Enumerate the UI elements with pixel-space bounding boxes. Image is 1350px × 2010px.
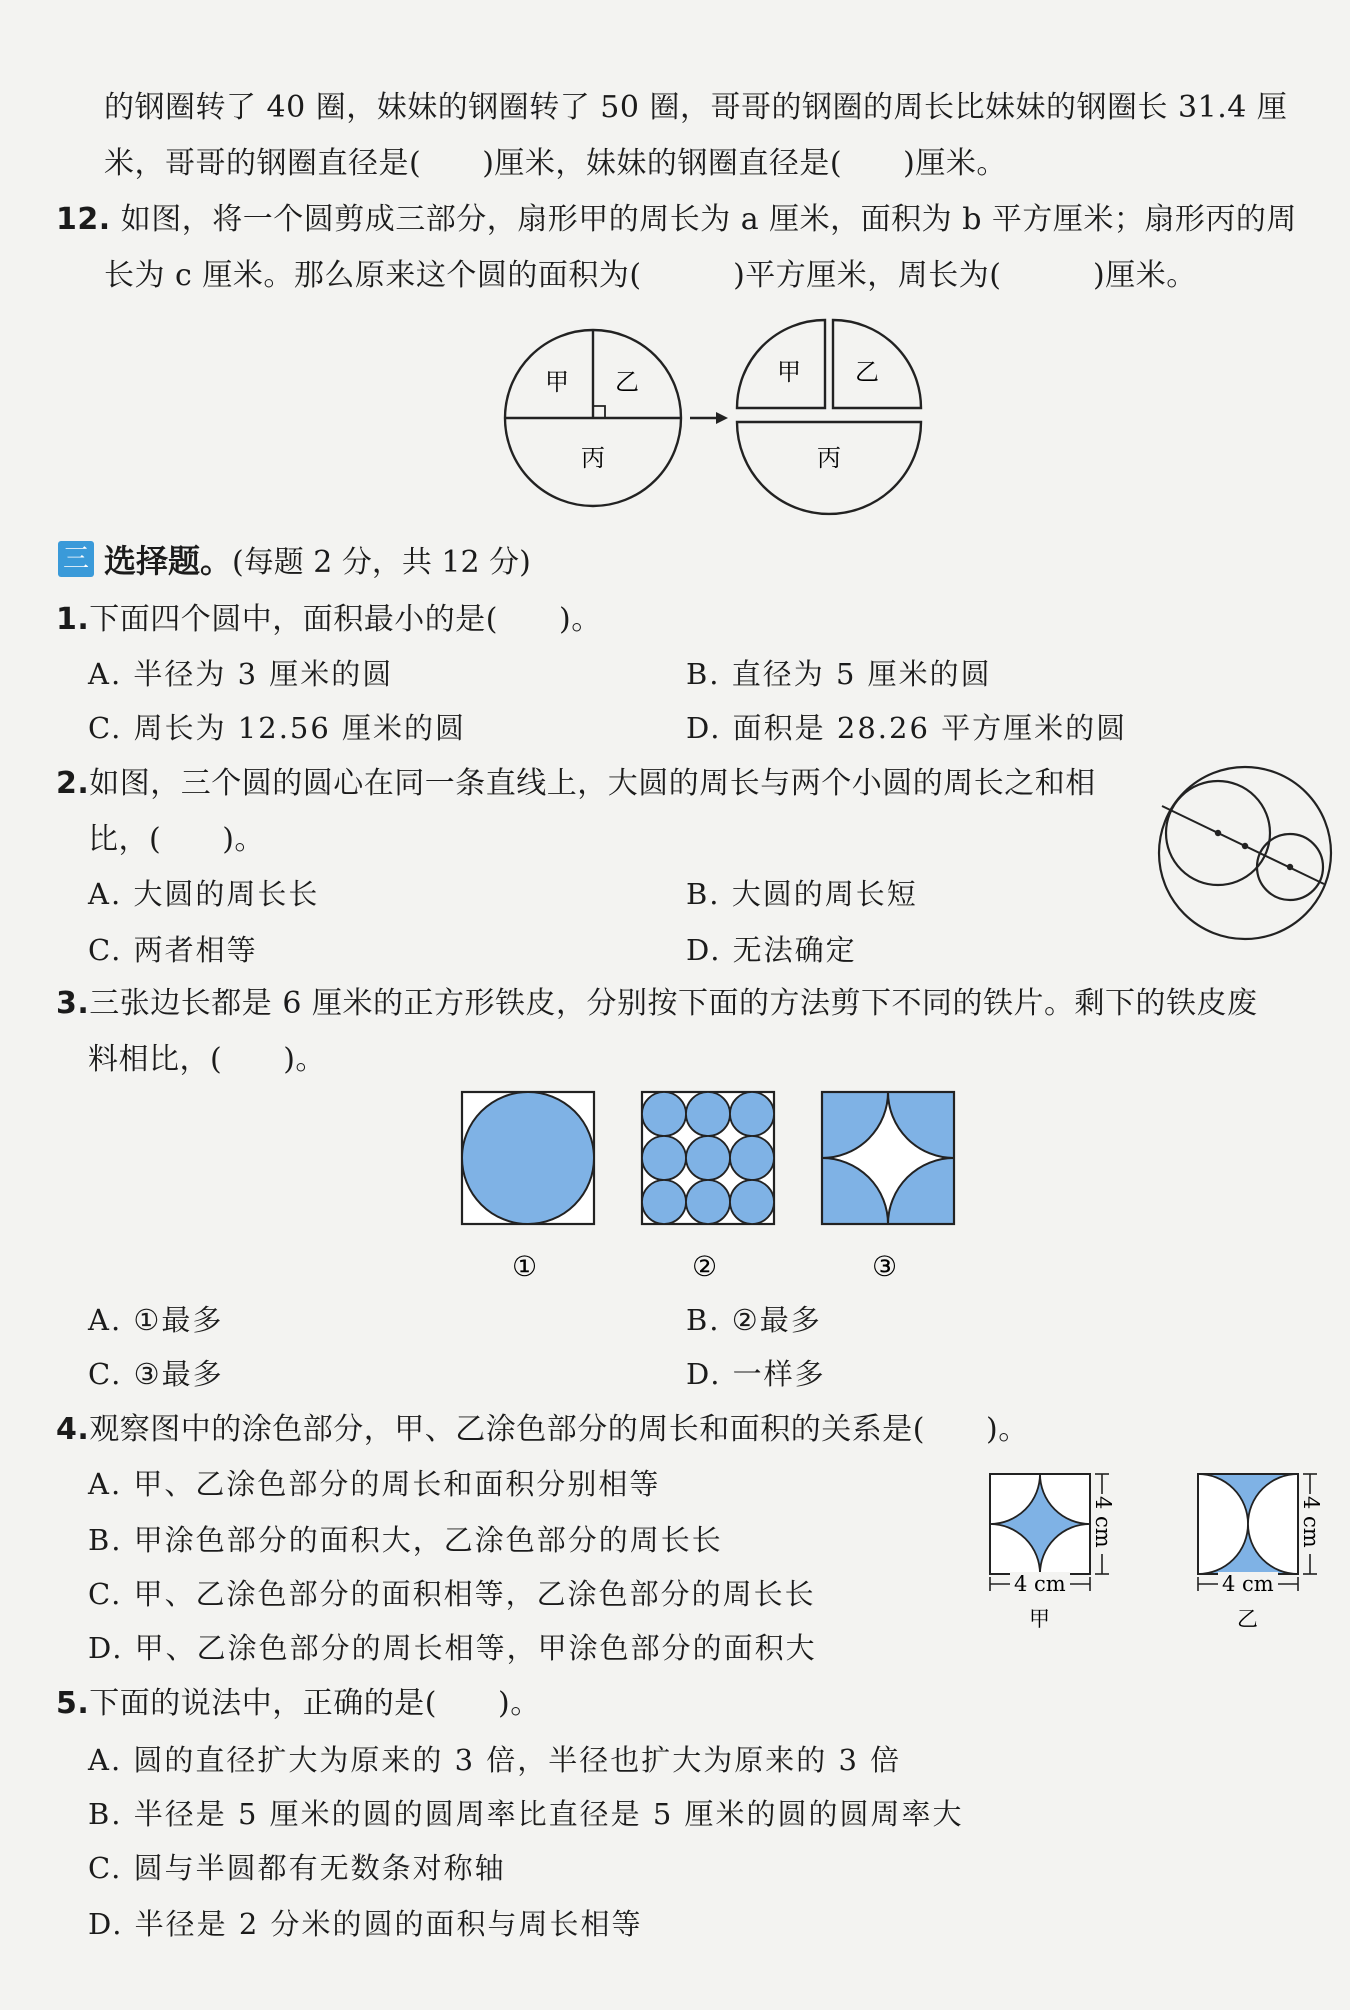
q4-label-yi: 乙 — [1237, 1607, 1258, 1631]
q3-option-b[interactable]: B. ②最多 — [686, 1303, 822, 1337]
q1-stem: 1.下面四个圆中，面积最小的是( )。 — [56, 602, 602, 637]
section-title: 选择题。 — [104, 542, 233, 580]
q12-text-1: 如图，将一个圆剪成三部分，扇形甲的周长为 a 厘米，面积为 b 平方厘米；扇形丙的周 — [120, 202, 1297, 237]
q4-option-a[interactable]: A. 甲、乙涂色部分的周长和面积分别相等 — [88, 1467, 661, 1501]
q4-option-d[interactable]: D. 甲、乙涂色部分的周长相等，甲涂色部分的面积大 — [88, 1631, 817, 1665]
q12-number: 12. — [56, 202, 111, 237]
q4-option-c[interactable]: C. 甲、乙涂色部分的面积相等，乙涂色部分的周长长 — [88, 1577, 816, 1611]
q5-option-a[interactable]: A. 圆的直径扩大为原来的 3 倍，半径也扩大为原来的 3 倍 — [88, 1743, 902, 1777]
section-note: (每题 2 分，共 12 分) — [232, 545, 531, 580]
q4-yi-width-label: 4 cm — [1222, 1572, 1274, 1596]
q1-option-b[interactable]: B. 直径为 5 厘米的圆 — [686, 657, 992, 691]
q5-option-b[interactable]: B. 半径是 5 厘米的圆的圆周率比直径是 5 厘米的圆的圆周率大 — [88, 1797, 964, 1831]
q4-jia-height-label: 4 cm — [1091, 1496, 1115, 1548]
section-number-badge: 三 — [58, 541, 94, 577]
q11-line-2: 米，哥哥的钢圈直径是( )厘米，妹妹的钢圈直径是( )厘米。 — [104, 146, 1007, 181]
q3-label-2: ② — [692, 1250, 718, 1283]
q12-label-yi-right: 乙 — [855, 358, 879, 386]
q12-label-jia-right: 甲 — [777, 358, 801, 386]
q4-jia-width-label: 4 cm — [1014, 1572, 1066, 1596]
q12-circle-figure — [490, 318, 940, 518]
q2-stem-2: 比，( )。 — [88, 822, 265, 857]
q11-line-1: 的钢圈转了 40 圈，妹妹的钢圈转了 50 圈，哥哥的钢圈的周长比妹妹的钢圈长 31.4 厘 — [104, 90, 1288, 125]
q3-stem-2: 料相比，( )。 — [88, 1042, 326, 1077]
q12-label-bing-right: 丙 — [817, 444, 841, 472]
q2-three-circles-figure — [1150, 758, 1340, 948]
q2-option-c[interactable]: C. 两者相等 — [88, 933, 258, 967]
q12-label-yi-left: 乙 — [615, 368, 639, 396]
q12-line-1 — [56, 198, 1297, 242]
q5-option-c[interactable]: C. 圆与半圆都有无数条对称轴 — [88, 1851, 506, 1885]
q2-option-b[interactable]: B. 大圆的周长短 — [686, 877, 918, 911]
q3-label-3: ③ — [872, 1250, 898, 1283]
q12-line-2: 长为 c 厘米。那么原来这个圆的面积为( )平方厘米，周长为( )厘米。 — [104, 258, 1197, 293]
q12-label-jia-left: 甲 — [545, 368, 569, 396]
q2-stem-1: 2.如图，三个圆的圆心在同一条直线上，大圆的周长与两个小圆的周长之和相 — [56, 766, 1096, 801]
q2-option-d[interactable]: D. 无法确定 — [686, 933, 857, 967]
q3-stem-1: 3.三张边长都是 6 厘米的正方形铁皮，分别按下面的方法剪下不同的铁片。剩下的铁皮废 — [56, 986, 1258, 1021]
q4-option-b[interactable]: B. 甲涂色部分的面积大，乙涂色部分的周长长 — [88, 1523, 723, 1557]
q3-option-a[interactable]: A. ①最多 — [88, 1303, 224, 1337]
q3-squares-figure — [460, 1090, 960, 1290]
q1-option-a[interactable]: A. 半径为 3 厘米的圆 — [88, 657, 394, 691]
q3-option-d[interactable]: D. 一样多 — [686, 1357, 826, 1391]
q5-option-d[interactable]: D. 半径是 2 分米的圆的面积与周长相等 — [88, 1907, 643, 1941]
q4-shaded-figures — [984, 1466, 1344, 1642]
q2-option-a[interactable]: A. 大圆的周长长 — [88, 877, 320, 911]
q1-option-c[interactable]: C. 周长为 12.56 厘米的圆 — [88, 711, 467, 745]
q4-label-jia: 甲 — [1029, 1607, 1050, 1631]
q12-label-bing-left: 丙 — [581, 444, 605, 472]
section-3-header — [58, 536, 531, 582]
q3-label-1: ① — [512, 1250, 538, 1283]
q3-option-c[interactable]: C. ③最多 — [88, 1357, 224, 1391]
q4-stem: 4.观察图中的涂色部分，甲、乙涂色部分的周长和面积的关系是( )。 — [56, 1412, 1029, 1447]
q5-stem: 5.下面的说法中，正确的是( )。 — [56, 1686, 541, 1721]
q1-option-d[interactable]: D. 面积是 28.26 平方厘米的圆 — [686, 711, 1128, 745]
q4-yi-height-label: 4 cm — [1299, 1496, 1323, 1548]
